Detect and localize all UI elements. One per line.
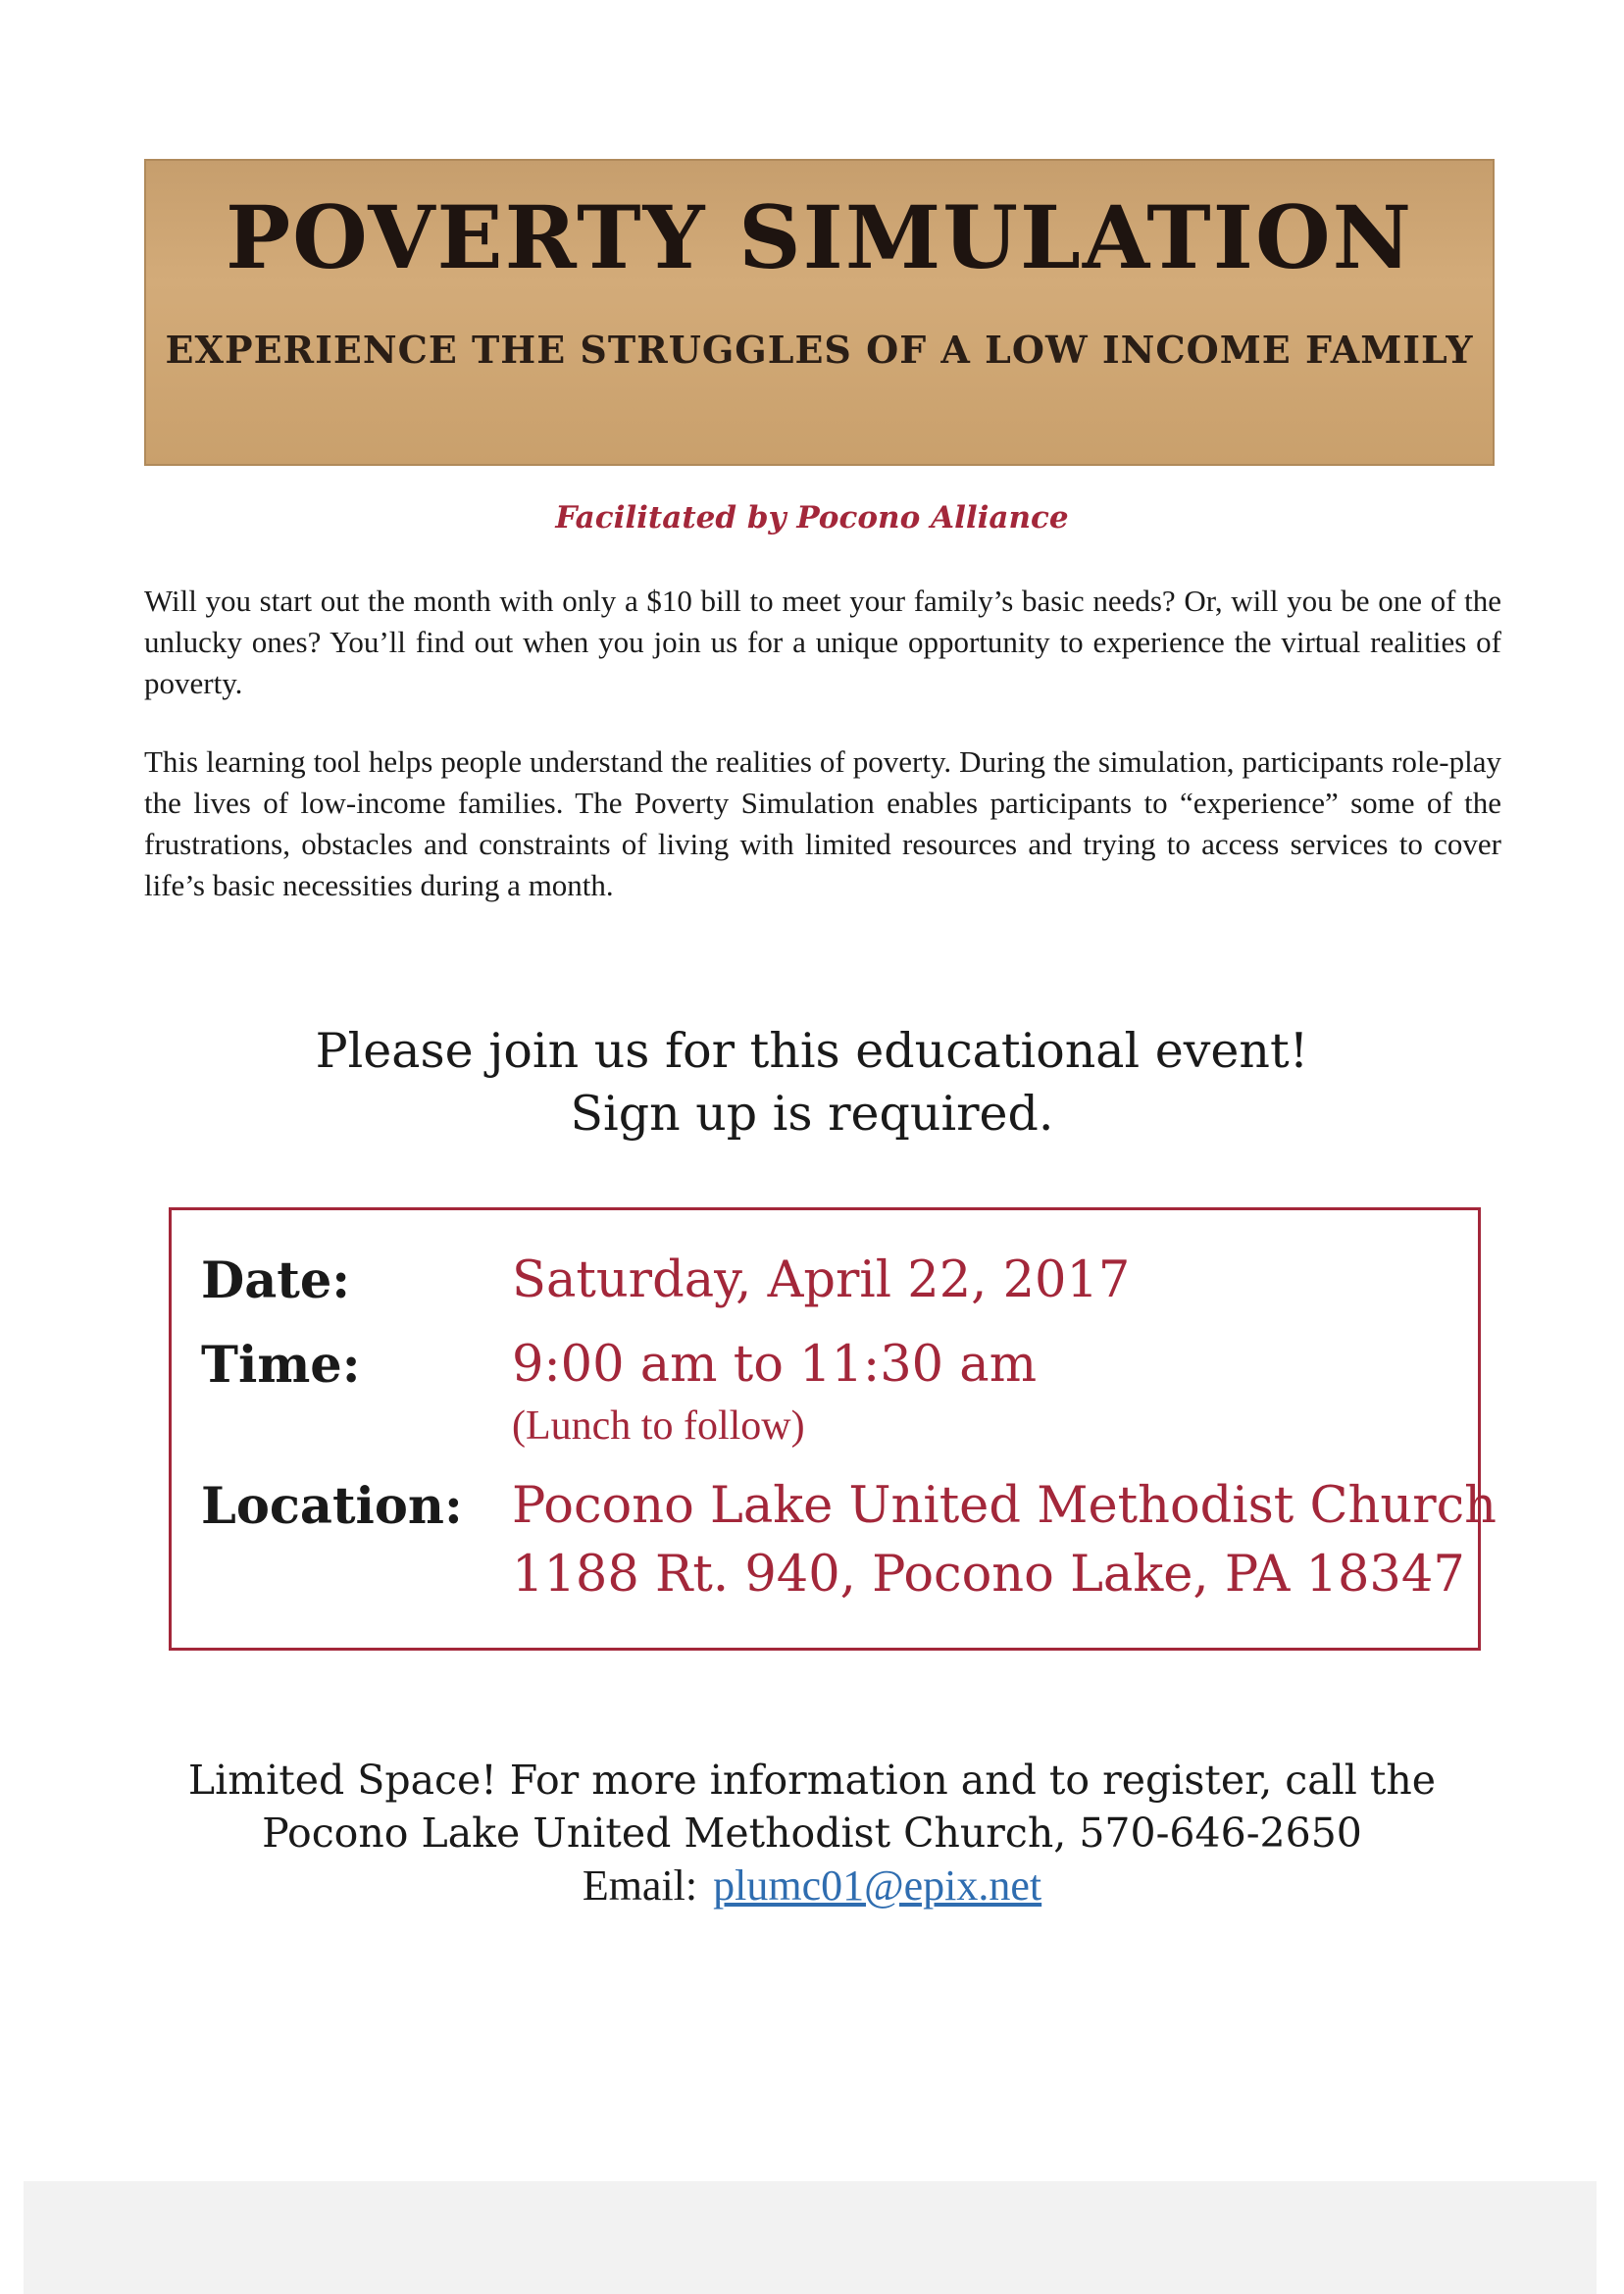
facilitated-by: Facilitated by Pocono Alliance	[555, 500, 1069, 535]
date-value: Saturday, April 22, 2017	[512, 1251, 1131, 1309]
invitation	[0, 1020, 1624, 1146]
banner-subtitle: EXPERIENCE THE STRUGGLES OF A LOW INCOME FAMILY	[165, 328, 1474, 372]
title-banner	[144, 159, 1495, 466]
email-link[interactable]: plumc01@epix.net	[713, 1861, 1042, 1910]
time-note: (Lunch to follow)	[512, 1403, 805, 1449]
banner-title: POVERTY SIMULATION	[225, 186, 1414, 288]
contact-line-1: Limited Space! For more information and to register, call the	[187, 1757, 1437, 1804]
email-line	[0, 1860, 1624, 1912]
location-label: Location:	[201, 1477, 463, 1536]
date-label: Date:	[201, 1251, 351, 1310]
contact-info	[0, 1754, 1624, 1912]
location-name: Pocono Lake United Methodist Church	[512, 1477, 1497, 1535]
time-label: Time:	[201, 1336, 361, 1395]
intro-paragraph-1: Will you start out the month with only a $10 bill to meet your family’s basic needs? Or, will you be one of the unlucky ones? You’ll find out when you join us for a unique opportunity to experience the virtual realities of poverty.	[144, 584, 1501, 700]
intro-paragraph-2: This learning tool helps people understand the realities of poverty. During the simulation, participants role-play the lives of low-income families. The Poverty Simulation enables participants to “experience” some of the frustrations, obstacles and constraints of living with limited resources and trying to access services to cover life’s basic necessities during a month.	[144, 744, 1501, 902]
event-details-box	[169, 1207, 1497, 1651]
scan-margin-band	[24, 2181, 1597, 2294]
invitation-line-1: Please join us for this educational event!	[315, 1023, 1309, 1079]
time-value: 9:00 am to 11:30 am	[512, 1336, 1038, 1394]
contact-line-2: Pocono Lake United Methodist Church, 570-646-2650	[262, 1810, 1362, 1857]
location-address: 1188 Rt. 940, Pocono Lake, PA 18347	[512, 1546, 1465, 1604]
invitation-line-2: Sign up is required.	[570, 1086, 1054, 1142]
email-label: Email:	[582, 1861, 698, 1910]
